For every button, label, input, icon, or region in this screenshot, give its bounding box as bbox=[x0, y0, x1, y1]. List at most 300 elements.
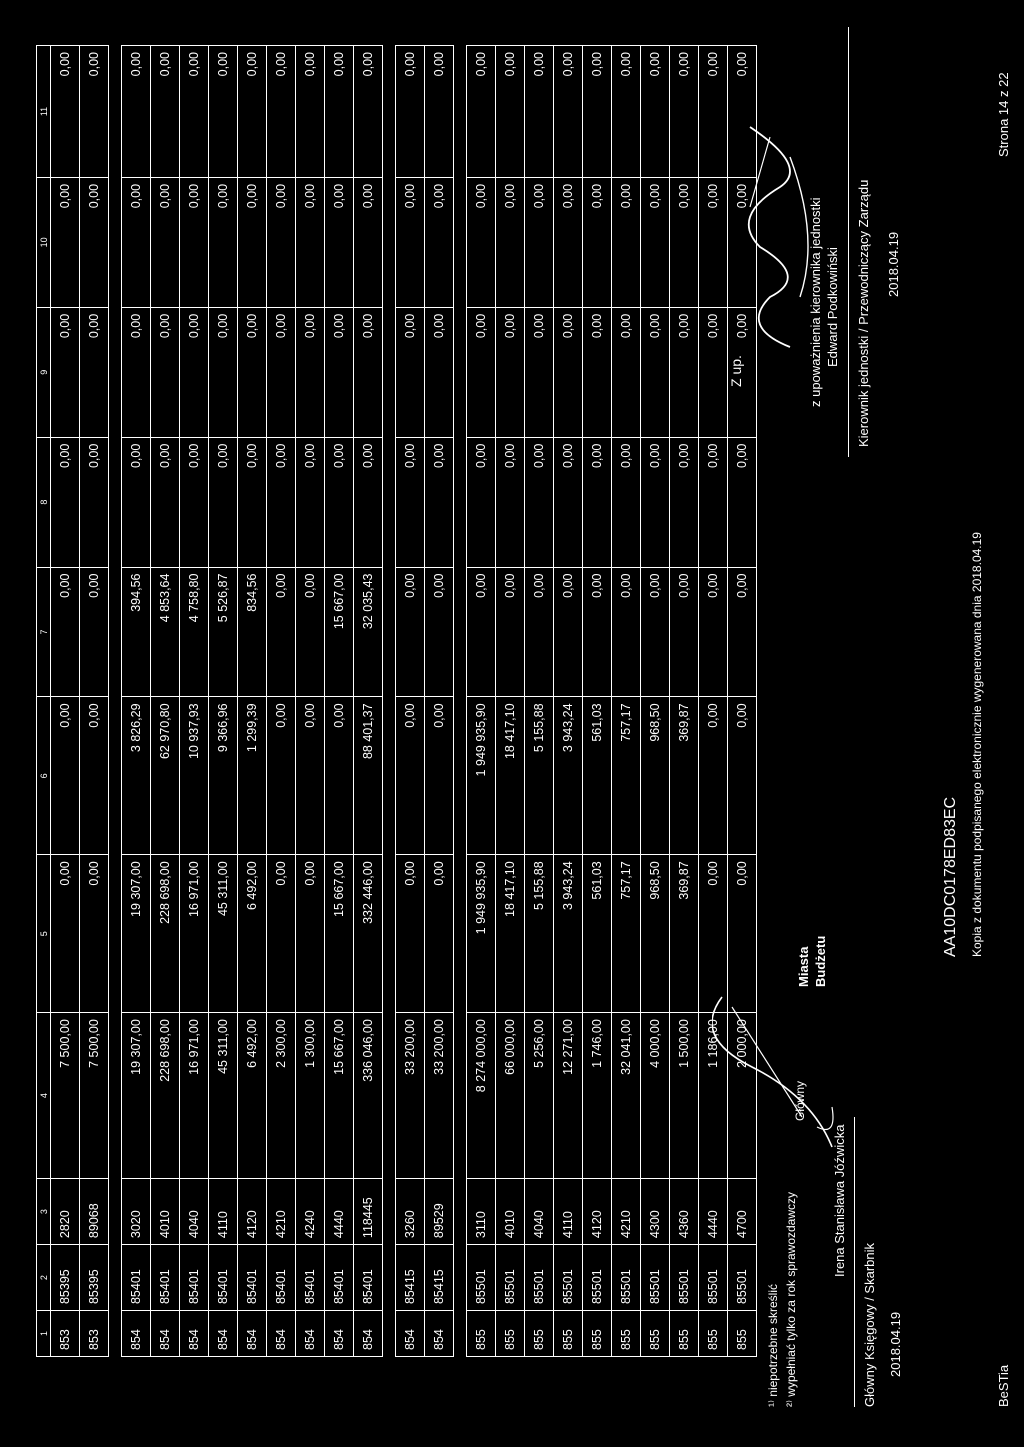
column-number: 8 bbox=[37, 437, 51, 567]
table-cell: 15 667,00 bbox=[325, 855, 354, 1013]
table-cell: 0,00 bbox=[583, 567, 612, 697]
table-cell: 0,00 bbox=[267, 177, 296, 307]
table-cell: 85501 bbox=[641, 1245, 670, 1311]
table-cell: 854 bbox=[180, 1311, 209, 1357]
table-cell: 85401 bbox=[209, 1245, 238, 1311]
table-cell: 0,00 bbox=[699, 567, 728, 697]
column-number: 10 bbox=[37, 177, 51, 307]
column-number: 1 bbox=[37, 1311, 51, 1357]
table-cell: 0,00 bbox=[641, 307, 670, 437]
table-cell: 0,00 bbox=[728, 567, 757, 697]
table-cell: 0,00 bbox=[238, 177, 267, 307]
table-cell: 85401 bbox=[267, 1245, 296, 1311]
budget-table bbox=[36, 45, 757, 1357]
table-cell: 394,56 bbox=[122, 567, 151, 697]
group-separator bbox=[109, 46, 122, 1357]
table-cell: 0,00 bbox=[583, 46, 612, 178]
table-cell: 0,00 bbox=[525, 307, 554, 437]
table-cell: 228 698,00 bbox=[151, 855, 180, 1013]
table-cell: 0,00 bbox=[151, 46, 180, 178]
table-cell: 85501 bbox=[467, 1245, 496, 1311]
table-row bbox=[583, 46, 612, 1357]
table-cell: 85501 bbox=[612, 1245, 641, 1311]
table-row bbox=[554, 46, 583, 1357]
table-cell: 4440 bbox=[325, 1179, 354, 1245]
table-cell: 89529 bbox=[425, 1179, 454, 1245]
table-cell: 0,00 bbox=[209, 177, 238, 307]
table-cell: 369,87 bbox=[670, 697, 699, 855]
table-cell: 0,00 bbox=[641, 46, 670, 178]
table-cell: 0,00 bbox=[699, 177, 728, 307]
table-cell: 3260 bbox=[396, 1179, 425, 1245]
table-cell: 0,00 bbox=[554, 567, 583, 697]
table-cell: 0,00 bbox=[296, 46, 325, 178]
table-cell: 85501 bbox=[670, 1245, 699, 1311]
table-cell: 10 937,93 bbox=[180, 697, 209, 855]
table-cell: 85401 bbox=[296, 1245, 325, 1311]
table-cell: 0,00 bbox=[325, 697, 354, 855]
table-row bbox=[525, 46, 554, 1357]
table-cell: 8 274 000,00 bbox=[467, 1013, 496, 1179]
table-cell: 0,00 bbox=[51, 307, 80, 437]
table-cell: 6 492,00 bbox=[238, 855, 267, 1013]
table-cell: 0,00 bbox=[670, 46, 699, 178]
column-number: 7 bbox=[37, 567, 51, 697]
table-cell: 0,00 bbox=[467, 567, 496, 697]
table-cell: 0,00 bbox=[51, 437, 80, 567]
table-row bbox=[122, 46, 151, 1357]
table-row bbox=[396, 46, 425, 1357]
table-cell: 19 307,00 bbox=[122, 855, 151, 1013]
table-cell: 0,00 bbox=[425, 46, 454, 178]
table-cell: 5 155,88 bbox=[525, 697, 554, 855]
table-cell: 0,00 bbox=[612, 307, 641, 437]
table-row bbox=[612, 46, 641, 1357]
table-cell: 0,00 bbox=[325, 307, 354, 437]
table-cell: 0,00 bbox=[180, 46, 209, 178]
table-cell: 4700 bbox=[728, 1179, 757, 1245]
table-cell: 4210 bbox=[267, 1179, 296, 1245]
table-cell: 0,00 bbox=[425, 567, 454, 697]
table-cell: 4 853,64 bbox=[151, 567, 180, 697]
table-cell: 3 943,24 bbox=[554, 855, 583, 1013]
table-row bbox=[425, 46, 454, 1357]
table-cell: 0,00 bbox=[641, 437, 670, 567]
table-cell: 4 758,80 bbox=[180, 567, 209, 697]
table-cell: 0,00 bbox=[80, 307, 109, 437]
table-cell: 0,00 bbox=[554, 46, 583, 178]
table-row bbox=[699, 46, 728, 1357]
table-cell: 855 bbox=[670, 1311, 699, 1357]
table-row bbox=[180, 46, 209, 1357]
table-row bbox=[238, 46, 267, 1357]
table-cell: 0,00 bbox=[670, 437, 699, 567]
table-cell: 45 311,00 bbox=[209, 1013, 238, 1179]
accountant-signature-icon bbox=[712, 977, 842, 1157]
table-cell: 0,00 bbox=[180, 437, 209, 567]
table-cell: 854 bbox=[209, 1311, 238, 1357]
table-row bbox=[496, 46, 525, 1357]
table-cell: 0,00 bbox=[525, 177, 554, 307]
table-cell: 85501 bbox=[496, 1245, 525, 1311]
accountant-date: 2018.04.19 bbox=[888, 1311, 903, 1377]
table-cell: 16 971,00 bbox=[180, 855, 209, 1013]
table-cell: 0,00 bbox=[670, 567, 699, 697]
table-cell: 0,00 bbox=[670, 177, 699, 307]
table-cell: 0,00 bbox=[554, 177, 583, 307]
table-cell: 0,00 bbox=[51, 855, 80, 1013]
group-separator bbox=[383, 46, 396, 1357]
table-cell: 0,00 bbox=[525, 46, 554, 178]
table-cell: 5 526,87 bbox=[209, 567, 238, 697]
table-cell: 0,00 bbox=[238, 307, 267, 437]
table-cell: 0,00 bbox=[267, 437, 296, 567]
table-cell: 854 bbox=[151, 1311, 180, 1357]
table-cell: 968,50 bbox=[641, 855, 670, 1013]
table-row bbox=[209, 46, 238, 1357]
table-cell: 0,00 bbox=[80, 567, 109, 697]
table-cell: 4010 bbox=[496, 1179, 525, 1245]
director-role: Kierownik jednostki / Przewodniczący Zarządu bbox=[856, 179, 871, 447]
table-cell: 1 500,00 bbox=[670, 1013, 699, 1179]
table-cell: 0,00 bbox=[396, 46, 425, 178]
table-cell: 0,00 bbox=[80, 697, 109, 855]
table-cell: 834,56 bbox=[238, 567, 267, 697]
table-cell: 0,00 bbox=[209, 307, 238, 437]
table-cell: 0,00 bbox=[612, 46, 641, 178]
table-cell: 85415 bbox=[425, 1245, 454, 1311]
table-cell: 3020 bbox=[122, 1179, 151, 1245]
table-row bbox=[354, 46, 383, 1357]
column-number: 2 bbox=[37, 1245, 51, 1311]
table-cell: 0,00 bbox=[496, 437, 525, 567]
table-cell: 0,00 bbox=[296, 437, 325, 567]
table-cell: 4040 bbox=[180, 1179, 209, 1245]
table-cell: 9 366,96 bbox=[209, 697, 238, 855]
column-number: 5 bbox=[37, 855, 51, 1013]
column-number: 11 bbox=[37, 46, 51, 178]
table-cell: 855 bbox=[583, 1311, 612, 1357]
director-date: 2018.04.19 bbox=[886, 231, 901, 297]
table-cell: 0,00 bbox=[728, 177, 757, 307]
table-cell: 0,00 bbox=[238, 437, 267, 567]
table-cell: 6 492,00 bbox=[238, 1013, 267, 1179]
table-cell: 0,00 bbox=[525, 437, 554, 567]
table-cell: 85395 bbox=[51, 1245, 80, 1311]
stamp-budzetu: Budżetu bbox=[813, 935, 828, 987]
table-cell: 0,00 bbox=[467, 177, 496, 307]
table-cell: 33 200,00 bbox=[396, 1013, 425, 1179]
system-name: BeSTia bbox=[996, 1364, 1011, 1407]
table-cell: 85501 bbox=[525, 1245, 554, 1311]
table-cell: 757,17 bbox=[612, 855, 641, 1013]
table-cell: 2 300,00 bbox=[267, 1013, 296, 1179]
table-cell: 0,00 bbox=[641, 567, 670, 697]
table-cell: 5 256,00 bbox=[525, 1013, 554, 1179]
table-cell: 85401 bbox=[122, 1245, 151, 1311]
column-number: 3 bbox=[37, 1179, 51, 1245]
table-cell: 0,00 bbox=[728, 307, 757, 437]
stamp-miasta: Miasta bbox=[796, 946, 811, 987]
director-name: Edward Podkowiński bbox=[825, 247, 840, 367]
table-cell: 0,00 bbox=[354, 177, 383, 307]
table-cell: 7 500,00 bbox=[80, 1013, 109, 1179]
table-cell: 0,00 bbox=[180, 307, 209, 437]
table-cell: 0,00 bbox=[296, 855, 325, 1013]
table-cell: 0,00 bbox=[425, 855, 454, 1013]
table-cell: 854 bbox=[122, 1311, 151, 1357]
table-cell: 855 bbox=[496, 1311, 525, 1357]
table-cell: 0,00 bbox=[525, 567, 554, 697]
table-cell: 1 300,00 bbox=[296, 1013, 325, 1179]
table-cell: 0,00 bbox=[496, 307, 525, 437]
table-cell: 3 943,24 bbox=[554, 697, 583, 855]
table-cell: 0,00 bbox=[51, 177, 80, 307]
table-cell: 0,00 bbox=[396, 437, 425, 567]
table-cell: 85401 bbox=[325, 1245, 354, 1311]
table-cell: 0,00 bbox=[583, 437, 612, 567]
table-cell: 18 417,10 bbox=[496, 697, 525, 855]
table-cell: 968,50 bbox=[641, 697, 670, 855]
table-cell: 0,00 bbox=[122, 46, 151, 178]
table-cell: 2 000,00 bbox=[728, 1013, 757, 1179]
footnote-2: ²⁾ wypełniać tylko za rok sprawozdawczy bbox=[784, 1191, 798, 1407]
table-cell: 85501 bbox=[554, 1245, 583, 1311]
group-separator bbox=[454, 46, 467, 1357]
table-cell: 0,00 bbox=[425, 307, 454, 437]
table-cell: 336 046,00 bbox=[354, 1013, 383, 1179]
table-row bbox=[641, 46, 670, 1357]
table-cell: 66 000,00 bbox=[496, 1013, 525, 1179]
table-cell: 0,00 bbox=[612, 567, 641, 697]
table-cell: 0,00 bbox=[728, 697, 757, 855]
table-cell: 0,00 bbox=[151, 437, 180, 567]
table-row bbox=[670, 46, 699, 1357]
footnote-1: ¹⁾ niepotrzebne skreślić bbox=[766, 1284, 780, 1407]
table-cell: 0,00 bbox=[209, 46, 238, 178]
table-cell: 0,00 bbox=[122, 437, 151, 567]
table-cell: 332 446,00 bbox=[354, 855, 383, 1013]
table-cell: 855 bbox=[699, 1311, 728, 1357]
table-cell: 85401 bbox=[180, 1245, 209, 1311]
table-cell: 5 155,88 bbox=[525, 855, 554, 1013]
table-cell: 855 bbox=[467, 1311, 496, 1357]
table-cell: 85501 bbox=[699, 1245, 728, 1311]
table-cell: 33 200,00 bbox=[425, 1013, 454, 1179]
table-cell: 0,00 bbox=[80, 855, 109, 1013]
table-cell: 0,00 bbox=[151, 177, 180, 307]
table-cell: 0,00 bbox=[467, 307, 496, 437]
table-cell: 4210 bbox=[612, 1179, 641, 1245]
table-cell: 0,00 bbox=[612, 177, 641, 307]
table-cell: 89068 bbox=[80, 1179, 109, 1245]
table-cell: 4360 bbox=[670, 1179, 699, 1245]
authorized-text: z upoważnienia kierownika jednostki bbox=[808, 197, 823, 407]
table-cell: 12 271,00 bbox=[554, 1013, 583, 1179]
stamp-glowny: Główny bbox=[793, 1080, 807, 1121]
copy-note: Kopia z dokumentu podpisanego elektronicznie wygenerowana dnia 2018.04.19 bbox=[970, 532, 984, 957]
table-cell: 1 299,39 bbox=[238, 697, 267, 855]
table-cell: 0,00 bbox=[496, 567, 525, 697]
table-cell: 0,00 bbox=[122, 307, 151, 437]
table-row bbox=[51, 46, 80, 1357]
table-cell: 4 000,00 bbox=[641, 1013, 670, 1179]
table-cell: 0,00 bbox=[396, 567, 425, 697]
table-cell: 854 bbox=[238, 1311, 267, 1357]
table-cell: 2820 bbox=[51, 1179, 80, 1245]
table-cell: 0,00 bbox=[554, 307, 583, 437]
table-cell: 85501 bbox=[728, 1245, 757, 1311]
table-cell: 854 bbox=[296, 1311, 325, 1357]
table-row bbox=[151, 46, 180, 1357]
table-cell: 0,00 bbox=[396, 697, 425, 855]
table-cell: 0,00 bbox=[699, 437, 728, 567]
column-number-row bbox=[37, 46, 51, 1357]
accountant-name: Irena Stanisława Jóźwicka bbox=[832, 1124, 847, 1277]
table-cell: 561,03 bbox=[583, 697, 612, 855]
table-cell: 0,00 bbox=[51, 46, 80, 178]
table-cell: 0,00 bbox=[583, 307, 612, 437]
table-row bbox=[80, 46, 109, 1357]
table-cell: 0,00 bbox=[496, 177, 525, 307]
table-cell: 228 698,00 bbox=[151, 1013, 180, 1179]
table-cell: 0,00 bbox=[296, 697, 325, 855]
table-cell: 0,00 bbox=[267, 46, 296, 178]
table-cell: 85501 bbox=[583, 1245, 612, 1311]
table-cell: 0,00 bbox=[467, 437, 496, 567]
table-cell: 0,00 bbox=[728, 855, 757, 1013]
table-cell: 4010 bbox=[151, 1179, 180, 1245]
table-cell: 855 bbox=[612, 1311, 641, 1357]
table-cell: 85401 bbox=[354, 1245, 383, 1311]
table-cell: 854 bbox=[325, 1311, 354, 1357]
table-cell: 0,00 bbox=[467, 46, 496, 178]
table-cell: 0,00 bbox=[122, 177, 151, 307]
table-cell: 0,00 bbox=[51, 567, 80, 697]
table-cell: 1 746,00 bbox=[583, 1013, 612, 1179]
table-cell: 0,00 bbox=[354, 437, 383, 567]
table-cell: 0,00 bbox=[396, 177, 425, 307]
table-cell: 369,87 bbox=[670, 855, 699, 1013]
table-cell: 32 041,00 bbox=[612, 1013, 641, 1179]
table-cell: 0,00 bbox=[80, 437, 109, 567]
accountant-role: Główny Księgowy / Skarbnik bbox=[862, 1242, 877, 1407]
table-cell: 0,00 bbox=[496, 46, 525, 178]
table-cell: 0,00 bbox=[209, 437, 238, 567]
table-cell: 0,00 bbox=[612, 437, 641, 567]
table-cell: 19 307,00 bbox=[122, 1013, 151, 1179]
column-number: 4 bbox=[37, 1013, 51, 1179]
table-cell: 0,00 bbox=[267, 855, 296, 1013]
table-cell: 0,00 bbox=[699, 855, 728, 1013]
table-row bbox=[467, 46, 496, 1357]
table-cell: 85401 bbox=[151, 1245, 180, 1311]
table-cell: 0,00 bbox=[80, 46, 109, 178]
table-cell: 0,00 bbox=[699, 697, 728, 855]
table-row bbox=[296, 46, 325, 1357]
table-cell: 0,00 bbox=[583, 177, 612, 307]
table-cell: 853 bbox=[80, 1311, 109, 1357]
table-cell: 0,00 bbox=[554, 437, 583, 567]
table-cell: 561,03 bbox=[583, 855, 612, 1013]
table-cell: 3110 bbox=[467, 1179, 496, 1245]
table-cell: 85401 bbox=[238, 1245, 267, 1311]
table-cell: 0,00 bbox=[396, 307, 425, 437]
table-cell: 4110 bbox=[209, 1179, 238, 1245]
table-cell: 85395 bbox=[80, 1245, 109, 1311]
table-cell: 854 bbox=[396, 1311, 425, 1357]
table-cell: 854 bbox=[425, 1311, 454, 1357]
table-cell: 0,00 bbox=[325, 437, 354, 567]
table-cell: 0,00 bbox=[699, 307, 728, 437]
table-cell: 4240 bbox=[296, 1179, 325, 1245]
table-cell: 1 949 935,90 bbox=[467, 855, 496, 1013]
table-cell: 0,00 bbox=[670, 307, 699, 437]
director-signature-icon bbox=[730, 117, 840, 357]
table-cell: 0,00 bbox=[425, 177, 454, 307]
table-cell: 0,00 bbox=[267, 307, 296, 437]
document-id: AA10DC0178ED83EC bbox=[942, 796, 959, 957]
table-cell: 18 417,10 bbox=[496, 855, 525, 1013]
table-cell: 0,00 bbox=[325, 177, 354, 307]
table-cell: 0,00 bbox=[80, 177, 109, 307]
table-cell: 855 bbox=[554, 1311, 583, 1357]
table-cell: 0,00 bbox=[699, 46, 728, 178]
page-label: Strona 14 z 22 bbox=[996, 72, 1011, 157]
column-number: 9 bbox=[37, 307, 51, 437]
table-cell: 62 970,80 bbox=[151, 697, 180, 855]
table-cell: 88 401,37 bbox=[354, 697, 383, 855]
table-cell: 7 500,00 bbox=[51, 1013, 80, 1179]
table-cell: 15 667,00 bbox=[325, 1013, 354, 1179]
table-cell: 0,00 bbox=[325, 46, 354, 178]
table-row bbox=[267, 46, 296, 1357]
table-cell: 32 035,43 bbox=[354, 567, 383, 697]
table-cell: 1 186,00 bbox=[699, 1013, 728, 1179]
table-cell: 0,00 bbox=[51, 697, 80, 855]
table-cell: 854 bbox=[267, 1311, 296, 1357]
table-cell: 118445 bbox=[354, 1179, 383, 1245]
table-cell: 0,00 bbox=[728, 437, 757, 567]
table-cell: 0,00 bbox=[354, 307, 383, 437]
table-cell: 45 311,00 bbox=[209, 855, 238, 1013]
table-row bbox=[325, 46, 354, 1357]
table-cell: 16 971,00 bbox=[180, 1013, 209, 1179]
table-cell: 757,17 bbox=[612, 697, 641, 855]
table-cell: 0,00 bbox=[296, 177, 325, 307]
table-cell: 0,00 bbox=[425, 437, 454, 567]
column-number: 6 bbox=[37, 697, 51, 855]
table-cell: 0,00 bbox=[641, 177, 670, 307]
table-cell: 4110 bbox=[554, 1179, 583, 1245]
table-cell: 0,00 bbox=[180, 177, 209, 307]
table-cell: 4120 bbox=[238, 1179, 267, 1245]
table-cell: 0,00 bbox=[151, 307, 180, 437]
table-cell: 855 bbox=[728, 1311, 757, 1357]
table-cell: 855 bbox=[641, 1311, 670, 1357]
accountant-signature-line bbox=[854, 1117, 855, 1407]
table-cell: 855 bbox=[525, 1311, 554, 1357]
table-cell: 4040 bbox=[525, 1179, 554, 1245]
table-cell: 4440 bbox=[699, 1179, 728, 1245]
table-cell: 0,00 bbox=[728, 46, 757, 178]
table-cell: 854 bbox=[354, 1311, 383, 1357]
table-cell: 15 667,00 bbox=[325, 567, 354, 697]
table-cell: 0,00 bbox=[238, 46, 267, 178]
table-cell: 1 949 935,90 bbox=[467, 697, 496, 855]
zup-label: Z up. bbox=[728, 355, 744, 387]
table-cell: 0,00 bbox=[267, 697, 296, 855]
